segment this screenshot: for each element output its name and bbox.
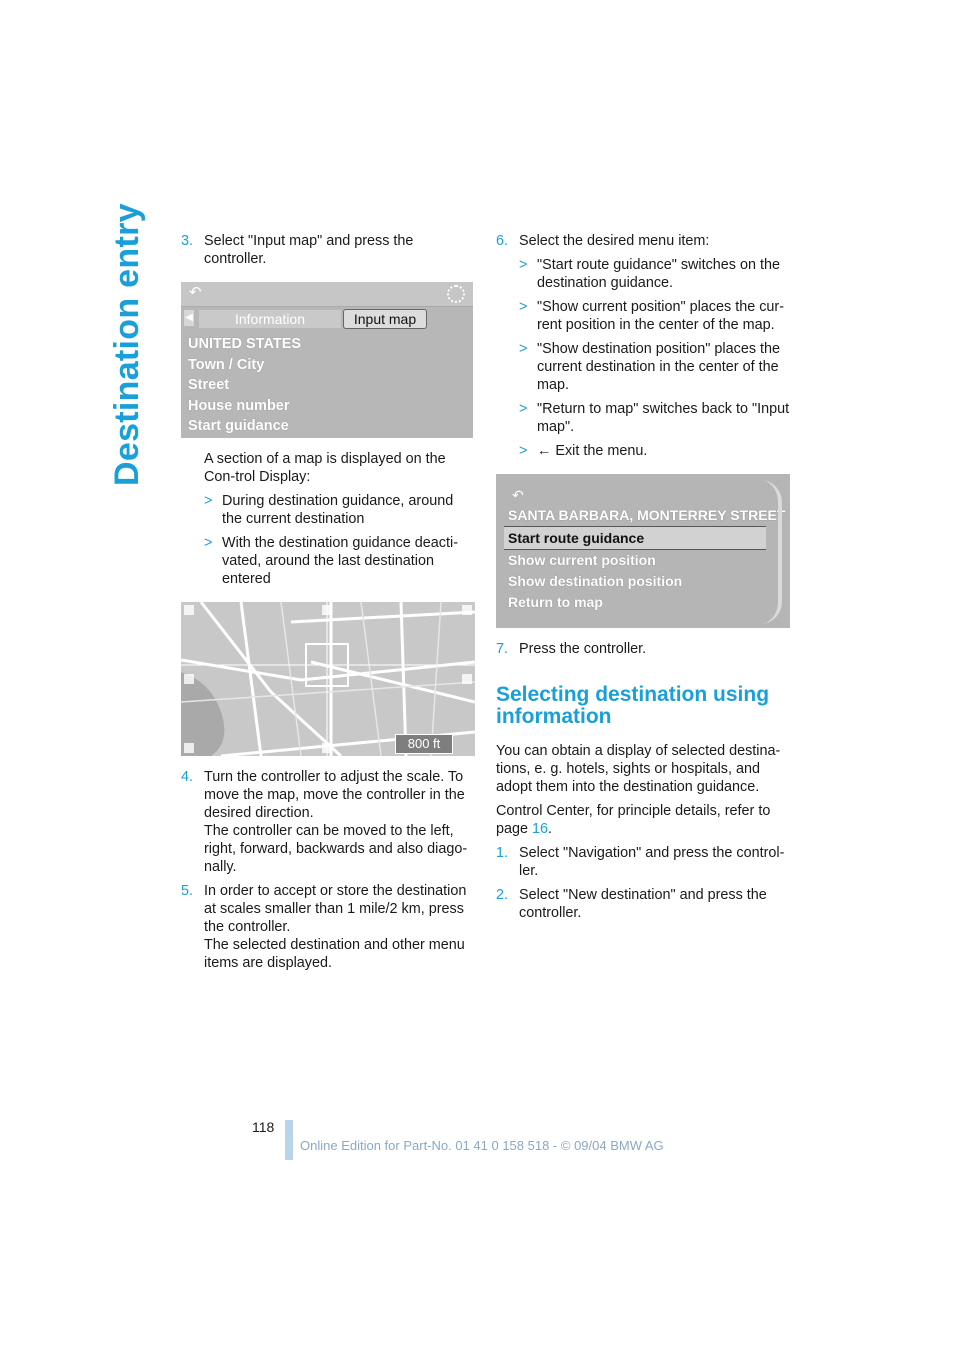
page-number: 118 bbox=[252, 1119, 275, 1135]
menu-item-street: Street bbox=[188, 377, 230, 393]
screen-map bbox=[181, 602, 475, 756]
page-link[interactable]: 16 bbox=[532, 821, 549, 837]
step-text: Press the controller. bbox=[519, 641, 647, 657]
back-arrow-icon: ↶ bbox=[512, 487, 524, 503]
step-text: Select "New destination" and press the controller. bbox=[519, 887, 767, 921]
controller-icon bbox=[447, 285, 465, 303]
bullet-text: During destination guidance, around the current destination bbox=[222, 493, 454, 527]
step-number: 2. bbox=[496, 887, 509, 903]
bullet-item bbox=[519, 400, 792, 436]
bullet-mark: > bbox=[519, 299, 528, 315]
step-5 bbox=[181, 882, 475, 972]
left-column bbox=[181, 232, 475, 978]
left-arrow-icon: ◀ bbox=[184, 310, 194, 326]
footer-edition-text: Online Edition for Part-No. 01 41 0 158 518 - © 09/04 BMW AG bbox=[300, 1138, 664, 1153]
bullet-text: "Return to map" switches back to "Input map". bbox=[537, 401, 790, 435]
screen-destination-title: SANTA BARBARA, MONTERREY STREET bbox=[508, 507, 786, 523]
menu-item-house-number: House number bbox=[188, 397, 290, 414]
screen-input-map bbox=[181, 282, 473, 438]
menu-item-country: UNITED STATES bbox=[188, 336, 302, 352]
step-text: The controller can be moved to the left, right, forward, backwards and also diago-nally. bbox=[204, 823, 468, 875]
step-number: 1. bbox=[496, 845, 509, 861]
control-center-paragraph bbox=[496, 802, 792, 838]
bullet-text: "Show current position" places the cur-rent position in the center of the map. bbox=[537, 299, 784, 333]
bullet-item bbox=[519, 340, 792, 394]
bullet-mark: > bbox=[204, 493, 213, 509]
step-3 bbox=[181, 232, 475, 268]
bullet-text: With the destination guidance deacti-vated, around the last destination entered bbox=[222, 535, 458, 587]
menu-item-return-to-map: Return to map bbox=[508, 594, 603, 610]
step-6 bbox=[496, 232, 792, 250]
menu-item-town: Town / City bbox=[188, 356, 265, 373]
step-number: 4. bbox=[181, 769, 194, 785]
footer-accent-bar bbox=[285, 1120, 293, 1160]
section-heading: Selecting destination using information bbox=[496, 683, 770, 728]
step-7 bbox=[496, 640, 792, 658]
tab-input-map: Input map bbox=[343, 309, 427, 329]
step-4 bbox=[181, 768, 475, 876]
screen-tabs bbox=[181, 308, 473, 330]
step-number: 5. bbox=[181, 883, 194, 899]
step-text: In order to accept or store the destination at scales smaller than 1 mile/2 km, press the controller. bbox=[204, 883, 467, 935]
step-text: Select "Navigation" and press the control-ler. bbox=[519, 845, 785, 879]
control-center-text-end: . bbox=[548, 821, 553, 837]
map-graphic bbox=[181, 602, 475, 756]
map-intro-paragraph: A section of a map is displayed on the Con-trol Display: bbox=[204, 451, 446, 485]
tab-information: Information bbox=[199, 310, 341, 328]
step-text: Select "Input map" and press the controller. bbox=[204, 233, 414, 267]
step-number: 3. bbox=[181, 233, 194, 249]
bullet-text: "Start route guidance" switches on the destination guidance. bbox=[537, 257, 781, 291]
right-column bbox=[496, 232, 792, 928]
bullet-mark: > bbox=[519, 443, 528, 459]
control-center-text: Control Center, for principle details, refer to page bbox=[496, 803, 771, 837]
step-text: Select the desired menu item: bbox=[519, 233, 710, 249]
map-scale-badge: 800 ft bbox=[395, 734, 453, 754]
screen-destination-menu bbox=[496, 474, 790, 628]
bullet-text: "Show destination position" places the current destination in the center of the map. bbox=[537, 341, 781, 393]
bullet-text: Exit the menu. bbox=[555, 443, 648, 459]
bullet-item bbox=[519, 298, 792, 334]
bullet-mark: > bbox=[519, 341, 528, 357]
bullet-mark: > bbox=[204, 535, 213, 551]
step-2 bbox=[496, 886, 792, 922]
bullet-mark: > bbox=[519, 401, 528, 417]
screen-scroll-arc bbox=[760, 480, 782, 624]
menu-item-show-destination-position: Show destination position bbox=[508, 573, 683, 589]
section-title-vertical bbox=[96, 203, 156, 492]
step-1 bbox=[496, 844, 792, 880]
menu-item-start-route-guidance: Start route guidance bbox=[508, 530, 645, 546]
screen-top-bar bbox=[181, 282, 473, 307]
back-arrow-icon: ↶ bbox=[189, 284, 202, 301]
bullet-item-exit bbox=[519, 442, 792, 460]
step-text: The selected destination and other menu items are displayed. bbox=[204, 937, 465, 971]
bullet-item bbox=[204, 534, 475, 588]
step-number: 7. bbox=[496, 641, 509, 657]
bullet-item bbox=[204, 492, 475, 528]
section-title-text: Destination entry bbox=[108, 203, 146, 486]
menu-item-start-guidance: Start guidance bbox=[188, 418, 289, 434]
back-arrow-icon: ← bbox=[537, 443, 552, 459]
info-paragraph: You can obtain a display of selected destina-tions, e. g. hotels, sights or hospitals, and adopt them into the destination guidance. bbox=[496, 743, 781, 795]
step-text: Turn the controller to adjust the scale. To move the map, move the controller in the desired direction. bbox=[204, 769, 465, 821]
screen-menu-list bbox=[181, 334, 473, 437]
bullet-item bbox=[519, 256, 792, 292]
menu-item-show-current-position: Show current position bbox=[508, 552, 656, 568]
step-number: 6. bbox=[496, 233, 509, 249]
bullet-mark: > bbox=[519, 257, 528, 273]
